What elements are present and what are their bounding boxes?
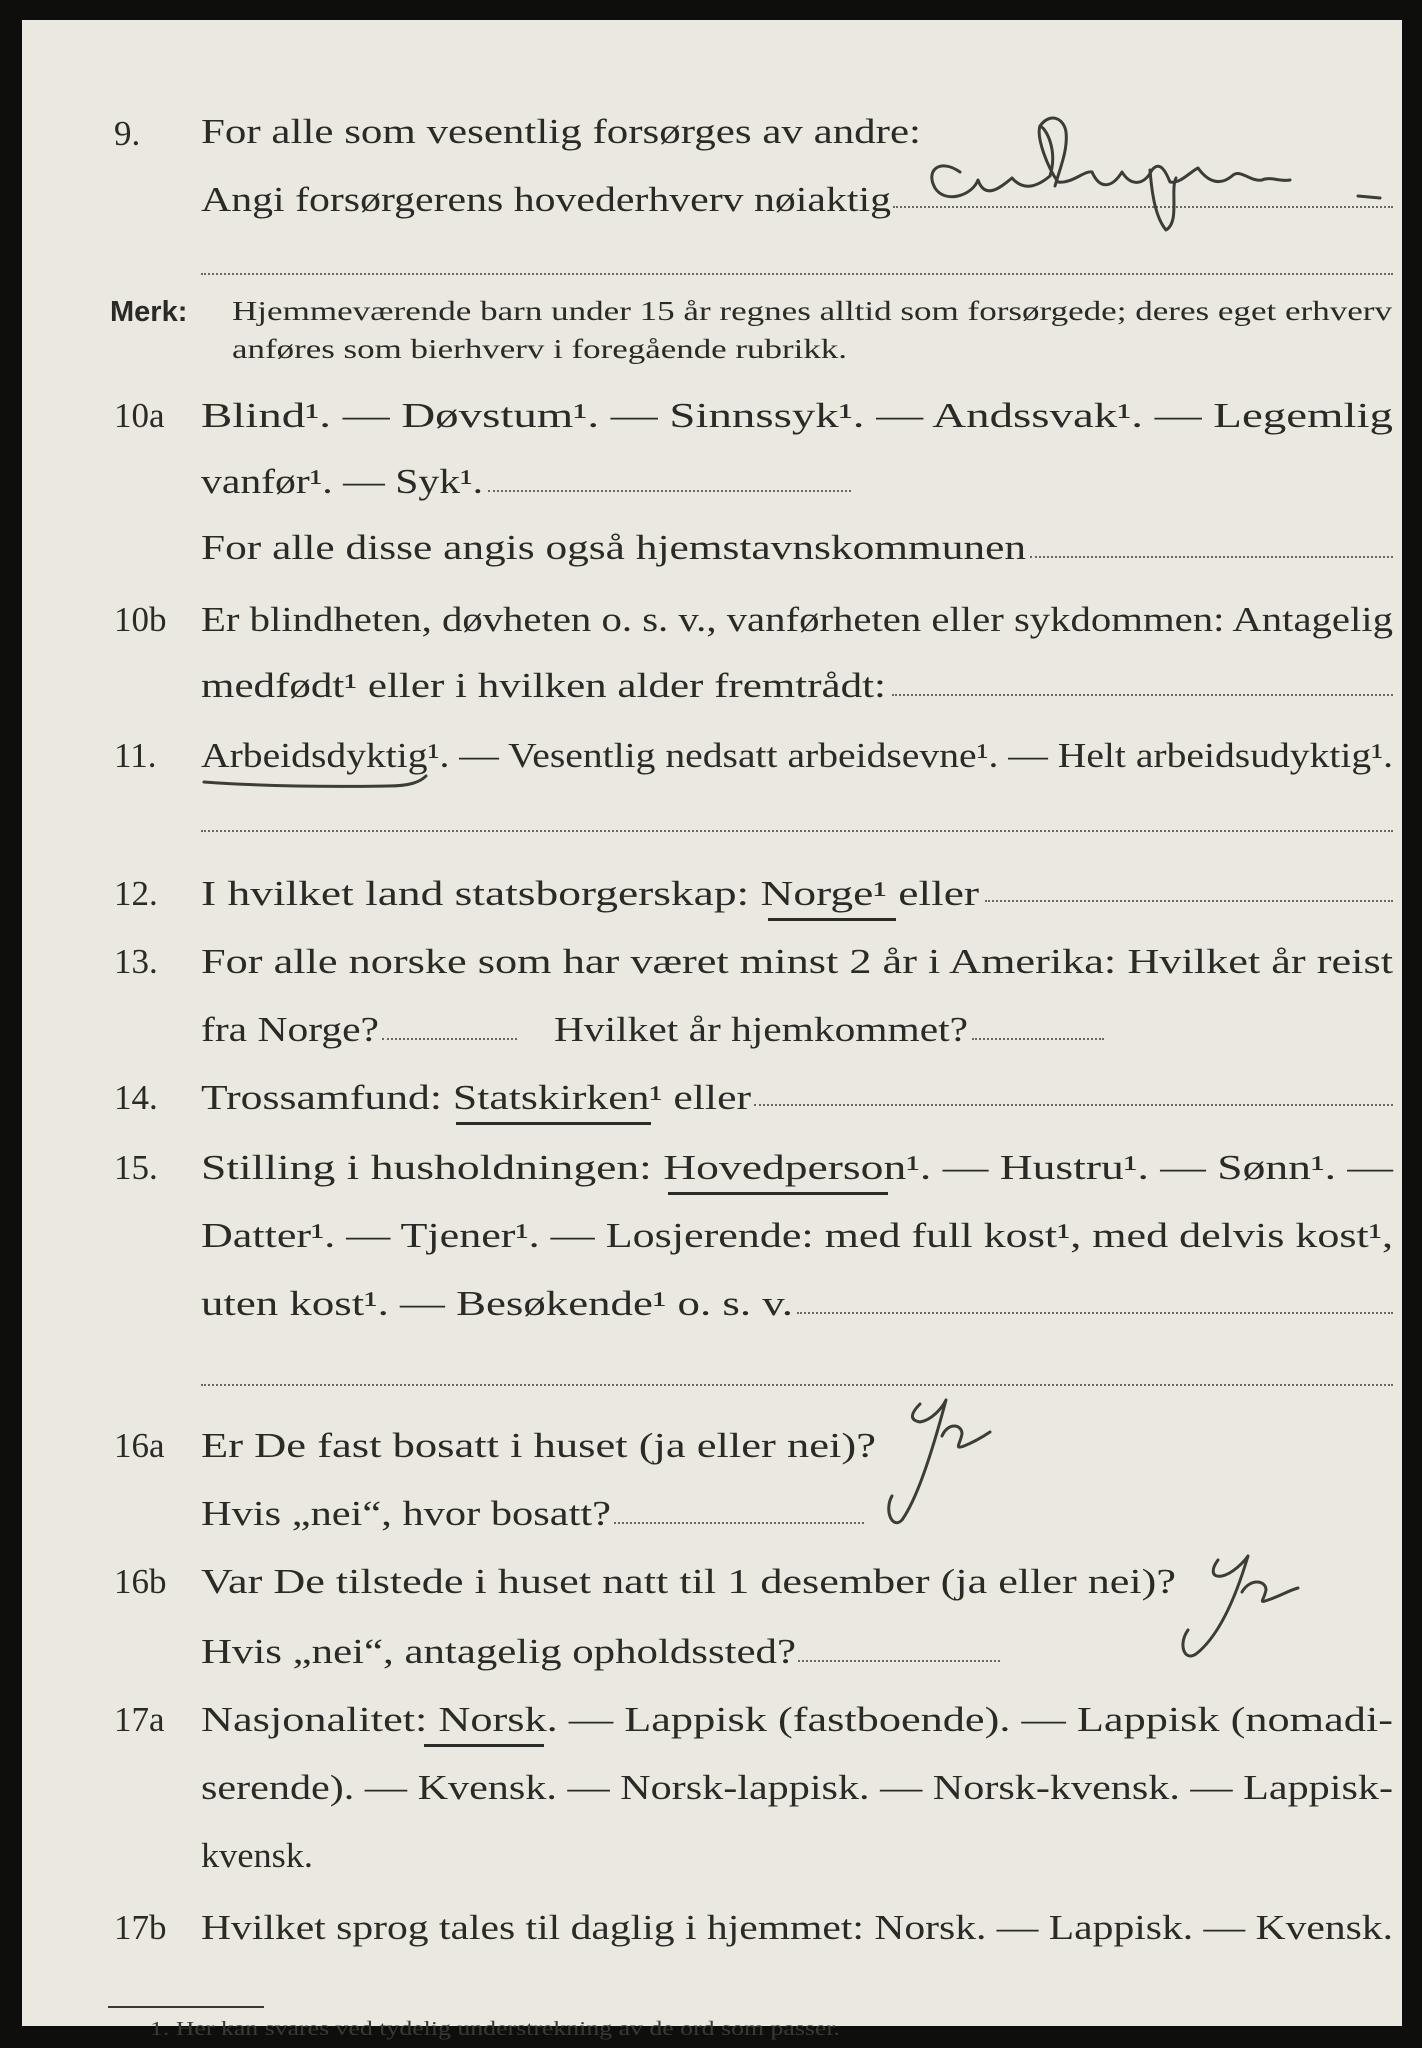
q17b-number: 17b — [114, 1908, 167, 1947]
q13-line1: For alle norske som har været minst 2 år i Amerika: Hvilket år reist — [201, 942, 1393, 981]
q15-line3: uten kost¹. — Besøkende¹ o. s. v. — [201, 1284, 793, 1323]
q16b-line1: Var De tilstede i huset natt til 1 desember (ja eller nei)? — [201, 1562, 1176, 1601]
q9-line1: For alle som vesentlig forsørges av andre: — [201, 112, 922, 151]
q12-line1: I hvilket land statsborgerskap: Norge¹ eller — [201, 874, 979, 913]
q11-number: 11. — [114, 736, 157, 775]
q16b-number: 16b — [114, 1562, 167, 1601]
q16a-line1: Er De fast bosatt i huset (ja eller nei)? — [201, 1426, 876, 1465]
q16b-line2: Hvis „nei“, antagelig opholdssted? — [201, 1632, 796, 1671]
q10a-line3: For alle disse angis også hjemstavnskommunen — [201, 528, 1026, 567]
q10a-line2: vanfør¹. — Syk¹. — [201, 462, 483, 501]
merk-line2: anføres som bierhverv i foregående rubrikk. — [232, 334, 847, 364]
q17a-number: 17a — [114, 1700, 165, 1739]
q14-number: 14. — [114, 1078, 158, 1117]
q10a-number: 10a — [114, 396, 165, 435]
q14-line1: Trossamfund: Statskirken¹ eller — [201, 1078, 751, 1117]
q15-line2: Datter¹. — Tjener¹. — Losjerende: med full kost¹, med delvis kost¹, — [201, 1216, 1393, 1255]
underline-arbeidsdyktig — [204, 776, 426, 786]
q10b-line2: medfødt¹ eller i hvilken alder fremtrådt: — [201, 666, 886, 705]
q17a-line2: serende). — Kvensk. — Norsk-lappisk. — Norsk-kvensk. — Lappisk- — [201, 1768, 1393, 1807]
q11-line1: Arbeidsdyktig¹. — Vesentlig nedsatt arbeidsevne¹. — Helt arbeidsudyktig¹. — [201, 736, 1393, 775]
q10b-line1: Er blindheten, døvheten o. s. v., vanførheten eller sykdommen: Antagelig — [201, 600, 1393, 639]
q10a-line1: Blind¹. — Døvstum¹. — Sinnssyk¹. — Andssvak¹. — Legemlig — [201, 396, 1393, 435]
q13-number: 13. — [114, 942, 158, 981]
q17b-line1: Hvilket sprog tales til daglig i hjemmet: Norsk. — Lappisk. — Kvensk. — [201, 1908, 1393, 1947]
q17a-line1: Nasjonalitet: Norsk. — Lappisk (fastboende). — Lappisk (nomadi- — [201, 1700, 1393, 1739]
q16a-number: 16a — [114, 1426, 165, 1465]
merk-line1: Hjemmeværende barn under 15 år regnes alltid som forsørgede; deres eget erhverv — [232, 296, 1392, 326]
q13-line2b: Hvilket år hjemkommet? — [554, 1010, 968, 1049]
handwritten-answer-ja-16b — [1183, 1556, 1248, 1656]
q12-number: 12. — [114, 874, 158, 913]
q10b-number: 10b — [114, 600, 167, 639]
handwritten-answer-gaardbruker — [932, 126, 1290, 197]
merk-label: Merk: — [110, 296, 188, 328]
footnote: 1. Her kan svares ved tydelig understrekning av de ord som passer. — [150, 2018, 840, 2040]
q13-line2: fra Norge? — [201, 1010, 379, 1049]
handwritten-answer-ja-16a — [889, 1400, 946, 1523]
q16a-line2: Hvis „nei“, hvor bosatt? — [201, 1494, 611, 1533]
q9-number: 9. — [114, 114, 141, 153]
q15-number: 15. — [114, 1148, 158, 1187]
q15-line1: Stilling i husholdningen: Hovedperson¹. — Hustru¹. — Sønn¹. — — [201, 1148, 1393, 1187]
q9-line2: Angi forsørgerens hovederhverv nøiaktig — [201, 180, 891, 219]
q17a-line3: kvensk. — [201, 1836, 313, 1875]
